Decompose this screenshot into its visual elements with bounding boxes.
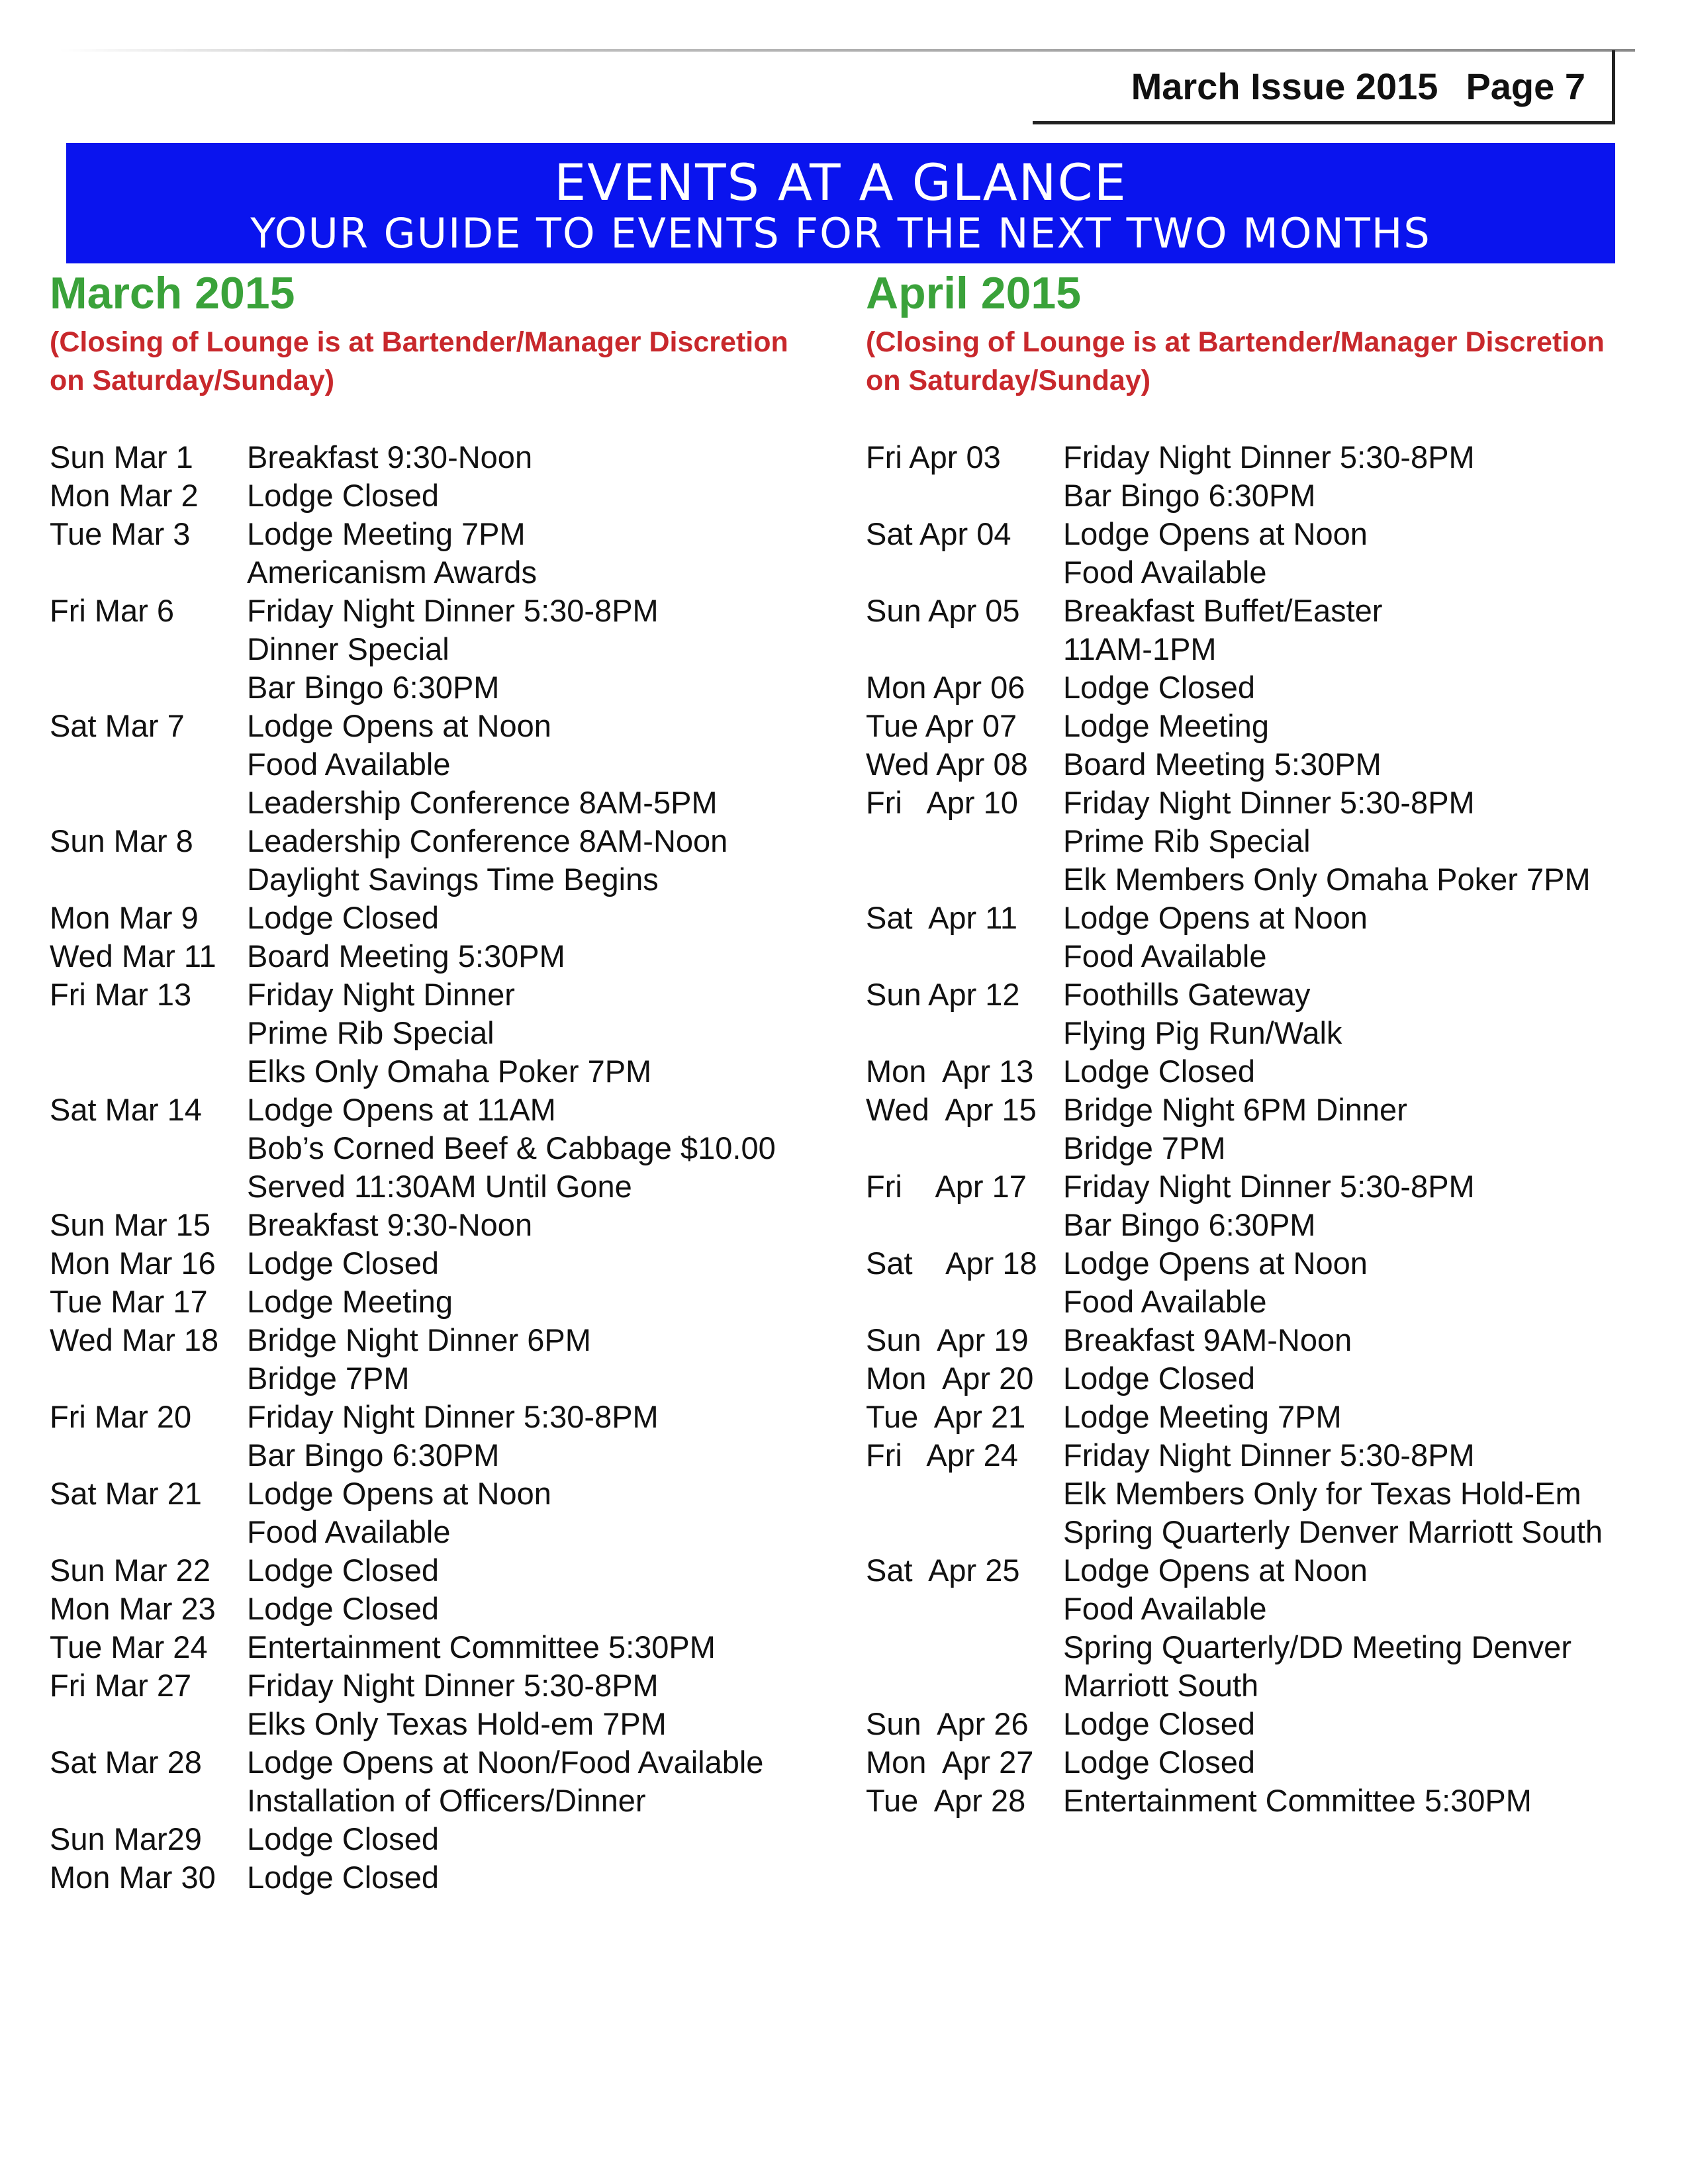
event-date <box>866 822 1063 860</box>
event-row <box>50 630 831 668</box>
event-description: Lodge Opens at Noon <box>1063 900 1368 935</box>
event-row <box>50 1206 831 1244</box>
event-description: Bridge Night 6PM Dinner <box>1063 1092 1407 1127</box>
event-date: Sun Mar 15 <box>50 1207 211 1242</box>
event-description: Friday Night Dinner 5:30-8PM <box>247 1668 659 1703</box>
event-description: Flying Pig Run/Walk <box>1063 1015 1342 1050</box>
event-description: Lodge Opens at Noon <box>247 1476 551 1511</box>
event-description: Lodge Closed <box>1063 1706 1256 1741</box>
event-description: Lodge Opens at Noon <box>1063 516 1368 551</box>
issue-header <box>1131 65 1585 108</box>
event-date <box>50 1014 247 1052</box>
event-row <box>50 1167 831 1206</box>
event-date: Tue Mar 24 <box>50 1629 208 1664</box>
event-date <box>50 1705 247 1743</box>
event-row <box>50 1283 831 1321</box>
event-row <box>866 477 1640 515</box>
event-description: Food Available <box>1063 938 1267 974</box>
lounge-closing-note-march: (Closing of Lounge is at Bartender/Manager Discretion on Saturday/Sunday) <box>50 326 788 396</box>
events-banner <box>66 143 1615 263</box>
event-description: Marriott South <box>1063 1668 1259 1703</box>
event-description: Lodge Closed <box>1063 1745 1256 1780</box>
event-description: Lodge Closed <box>247 1246 440 1281</box>
event-description: Lodge Opens at 11AM <box>247 1092 556 1127</box>
issue-header-box <box>1033 50 1615 124</box>
event-row <box>866 1666 1640 1705</box>
event-row <box>50 592 831 630</box>
event-date: Tue Apr 28 <box>866 1783 1026 1818</box>
event-description: Lodge Opens at Noon <box>247 708 551 743</box>
event-description: Prime Rib Special <box>247 1015 494 1050</box>
event-description: Spring Quarterly/DD Meeting Denver <box>1063 1629 1571 1664</box>
event-description: Friday Night Dinner 5:30-8PM <box>1063 439 1475 475</box>
april-column <box>866 263 1640 1820</box>
event-row <box>866 1167 1640 1206</box>
event-description: Elk Members Only for Texas Hold-Em <box>1063 1476 1581 1511</box>
event-date: Mon Apr 06 <box>866 670 1025 705</box>
event-row <box>866 553 1640 592</box>
event-row <box>866 822 1640 860</box>
event-description: Board Meeting 5:30PM <box>1063 747 1382 782</box>
event-date: Wed Apr 08 <box>866 747 1028 782</box>
event-date: Sun Mar29 <box>50 1821 202 1856</box>
event-row <box>866 1321 1640 1359</box>
event-description: Food Available <box>1063 1284 1267 1319</box>
event-date <box>50 1782 247 1820</box>
event-description: Bridge 7PM <box>247 1361 410 1396</box>
event-date: Sat Apr 04 <box>866 516 1011 551</box>
event-row <box>866 937 1640 976</box>
event-description: Entertainment Committee 5:30PM <box>1063 1783 1532 1818</box>
event-description: Food Available <box>247 1514 451 1549</box>
event-row <box>50 1475 831 1513</box>
event-description: Americanism Awards <box>247 555 537 590</box>
event-date: Sat Mar 28 <box>50 1745 202 1780</box>
event-row <box>50 860 831 899</box>
event-date: Mon Mar 30 <box>50 1860 216 1895</box>
event-row <box>866 1628 1640 1666</box>
event-date: Mon Mar 16 <box>50 1246 216 1281</box>
event-row <box>50 822 831 860</box>
event-description: Bridge 7PM <box>1063 1130 1226 1165</box>
event-date: Wed Mar 18 <box>50 1322 219 1357</box>
event-date <box>866 1014 1063 1052</box>
event-row <box>866 515 1640 553</box>
event-description: Bar Bingo 6:30PM <box>1063 478 1316 513</box>
event-date: Fri Apr 17 <box>866 1169 1027 1204</box>
event-row <box>50 477 831 515</box>
event-description: Installation of Officers/Dinner <box>247 1783 646 1818</box>
event-date: Fri Mar 20 <box>50 1399 192 1434</box>
event-date: Sat Apr 11 <box>866 900 1018 935</box>
event-date: Tue Mar 3 <box>50 516 191 551</box>
event-description: Breakfast 9:30-Noon <box>247 439 533 475</box>
event-row <box>50 1705 831 1743</box>
event-row <box>866 1475 1640 1513</box>
event-row <box>866 1206 1640 1244</box>
event-description: Bar Bingo 6:30PM <box>1063 1207 1316 1242</box>
march-column <box>50 263 831 1897</box>
event-description: Lodge Opens at Noon <box>1063 1246 1368 1281</box>
event-description: Lodge Closed <box>1063 1361 1256 1396</box>
event-description: Foothills Gateway <box>1063 977 1311 1012</box>
event-date: Sun Apr 05 <box>866 593 1020 628</box>
event-description: Entertainment Committee 5:30PM <box>247 1629 716 1664</box>
event-row <box>866 745 1640 784</box>
event-description: Lodge Meeting 7PM <box>247 516 526 551</box>
event-date <box>866 477 1063 515</box>
event-date: Tue Mar 17 <box>50 1284 208 1319</box>
event-date: Fri Apr 10 <box>866 785 1018 820</box>
event-row <box>50 976 831 1014</box>
event-row <box>50 1666 831 1705</box>
event-date <box>50 784 247 822</box>
event-date: Tue Apr 21 <box>866 1399 1026 1434</box>
event-description: Daylight Savings Time Begins <box>247 862 659 897</box>
event-description: Elks Only Omaha Poker 7PM <box>247 1054 652 1089</box>
event-date: Mon Mar 2 <box>50 478 199 513</box>
event-row <box>866 1052 1640 1091</box>
event-row <box>50 1551 831 1590</box>
event-date: Sat Mar 14 <box>50 1092 202 1127</box>
event-description: Food Available <box>1063 1591 1267 1626</box>
event-date <box>50 1129 247 1167</box>
event-date <box>50 745 247 784</box>
event-description: Bar Bingo 6:30PM <box>247 670 500 705</box>
event-date <box>866 1475 1063 1513</box>
event-description: Food Available <box>1063 555 1267 590</box>
event-row <box>50 1858 831 1897</box>
event-date: Sat Mar 21 <box>50 1476 202 1511</box>
event-row <box>50 1820 831 1858</box>
event-description: Friday Night Dinner 5:30-8PM <box>1063 785 1475 820</box>
event-description: Leadership Conference 8AM-5PM <box>247 785 718 820</box>
event-row <box>866 1129 1640 1167</box>
event-date: Fri Mar 13 <box>50 977 192 1012</box>
event-description: Lodge Opens at Noon <box>1063 1553 1368 1588</box>
event-description: Dinner Special <box>247 631 449 666</box>
event-row <box>50 1014 831 1052</box>
event-row <box>866 668 1640 707</box>
event-row <box>866 1782 1640 1820</box>
event-date: Fri Mar 27 <box>50 1668 192 1703</box>
event-row <box>50 745 831 784</box>
event-row <box>50 1628 831 1666</box>
event-date <box>866 860 1063 899</box>
event-description: Elk Members Only Omaha Poker 7PM <box>1063 862 1591 897</box>
event-date <box>50 1513 247 1551</box>
event-row <box>50 1359 831 1398</box>
event-description: Lodge Opens at Noon/Food Available <box>247 1745 764 1780</box>
event-description: Lodge Closed <box>247 1860 440 1895</box>
event-description: Prime Rib Special <box>1063 823 1311 858</box>
event-row <box>866 1283 1640 1321</box>
event-row <box>866 1590 1640 1628</box>
event-row <box>866 1436 1640 1475</box>
event-row <box>50 1513 831 1551</box>
event-description: Breakfast 9:30-Noon <box>247 1207 533 1242</box>
event-row <box>866 899 1640 937</box>
event-description: Friday Night Dinner 5:30-8PM <box>247 593 659 628</box>
event-row <box>50 515 831 553</box>
event-date: Sun Apr 26 <box>866 1706 1029 1741</box>
issue-label: March Issue 2015 <box>1131 66 1438 107</box>
march-event-list <box>50 438 831 1897</box>
event-date: Sun Mar 8 <box>50 823 193 858</box>
event-description: 11AM-1PM <box>1063 631 1217 666</box>
event-row <box>50 1743 831 1782</box>
event-description: Lodge Closed <box>247 1591 440 1626</box>
event-date <box>866 1628 1063 1666</box>
event-date <box>866 1129 1063 1167</box>
event-description: Lodge Closed <box>247 1553 440 1588</box>
event-date <box>50 1052 247 1091</box>
event-date: Tue Apr 07 <box>866 708 1017 743</box>
event-description: Lodge Closed <box>1063 670 1256 705</box>
month-heading-march: March 2015 <box>50 268 295 318</box>
event-description: Served 11:30AM Until Gone <box>247 1169 632 1204</box>
event-row <box>50 899 831 937</box>
event-description: Leadership Conference 8AM-Noon <box>247 823 728 858</box>
event-date: Mon Apr 13 <box>866 1054 1034 1089</box>
event-date: Sat Apr 25 <box>866 1553 1020 1588</box>
event-date: Fri Mar 6 <box>50 593 174 628</box>
event-row <box>866 784 1640 822</box>
banner-subtitle: YOUR GUIDE TO EVENTS FOR THE NEXT TWO MONTHS <box>250 209 1431 257</box>
event-row <box>50 1091 831 1129</box>
banner-title: EVENTS AT A GLANCE <box>554 153 1127 212</box>
event-date: Sun Mar 1 <box>50 439 193 475</box>
event-row <box>50 784 831 822</box>
event-date <box>866 1513 1063 1551</box>
event-date <box>866 1666 1063 1705</box>
event-date <box>50 630 247 668</box>
event-row <box>50 1398 831 1436</box>
event-row <box>866 976 1640 1014</box>
event-description: Friday Night Dinner 5:30-8PM <box>247 1399 659 1434</box>
event-row <box>50 1244 831 1283</box>
event-row <box>866 1513 1640 1551</box>
event-description: Lodge Meeting 7PM <box>1063 1399 1342 1434</box>
event-date <box>50 860 247 899</box>
event-row <box>866 1705 1640 1743</box>
event-date <box>866 937 1063 976</box>
event-date: Wed Mar 11 <box>50 938 216 974</box>
event-date: Mon Apr 20 <box>866 1361 1034 1396</box>
event-date <box>50 1359 247 1398</box>
event-description: Food Available <box>247 747 451 782</box>
event-description: Bar Bingo 6:30PM <box>247 1437 500 1473</box>
event-row <box>50 1590 831 1628</box>
event-date <box>866 1206 1063 1244</box>
event-date: Sun Mar 22 <box>50 1553 211 1588</box>
event-row <box>50 1052 831 1091</box>
event-description: Lodge Closed <box>247 900 440 935</box>
event-date: Fri Apr 24 <box>866 1437 1018 1473</box>
lounge-closing-note-april: (Closing of Lounge is at Bartender/Manager Discretion on Saturday/Sunday) <box>866 326 1605 396</box>
event-row <box>866 1743 1640 1782</box>
event-date <box>866 1283 1063 1321</box>
event-description: Lodge Closed <box>247 1821 440 1856</box>
event-date: Fri Apr 03 <box>866 439 1001 475</box>
event-row <box>50 1129 831 1167</box>
event-date: Sun Apr 19 <box>866 1322 1029 1357</box>
event-date <box>866 1590 1063 1628</box>
event-row <box>50 668 831 707</box>
event-description: Friday Night Dinner 5:30-8PM <box>1063 1169 1475 1204</box>
event-description: Bridge Night Dinner 6PM <box>247 1322 591 1357</box>
event-row <box>866 1244 1640 1283</box>
event-date <box>866 630 1063 668</box>
event-description: Spring Quarterly Denver Marriott South <box>1063 1514 1603 1549</box>
event-date: Sun Apr 12 <box>866 977 1020 1012</box>
event-row <box>50 707 831 745</box>
event-description: Breakfast Buffet/Easter <box>1063 593 1383 628</box>
event-row <box>866 1398 1640 1436</box>
event-row <box>866 1359 1640 1398</box>
event-date: Wed Apr 15 <box>866 1092 1037 1127</box>
month-heading-april: April 2015 <box>866 268 1082 318</box>
event-row <box>866 707 1640 745</box>
event-date: Sat Mar 7 <box>50 708 185 743</box>
event-row <box>866 1551 1640 1590</box>
event-description: Lodge Closed <box>247 478 440 513</box>
april-event-list <box>866 438 1640 1820</box>
event-date: Mon Mar 9 <box>50 900 199 935</box>
event-date <box>866 553 1063 592</box>
event-description: Elks Only Texas Hold-em 7PM <box>247 1706 667 1741</box>
event-description: Lodge Closed <box>1063 1054 1256 1089</box>
event-row <box>50 553 831 592</box>
event-description: Lodge Meeting <box>1063 708 1269 743</box>
event-date <box>50 668 247 707</box>
event-date <box>50 1167 247 1206</box>
event-description: Breakfast 9AM-Noon <box>1063 1322 1352 1357</box>
event-row <box>50 937 831 976</box>
event-description: Friday Night Dinner 5:30-8PM <box>1063 1437 1475 1473</box>
event-date: Sat Apr 18 <box>866 1246 1037 1281</box>
event-row <box>866 438 1640 477</box>
event-date: Mon Mar 23 <box>50 1591 216 1626</box>
event-description: Lodge Meeting <box>247 1284 453 1319</box>
event-row <box>50 1321 831 1359</box>
event-row <box>50 1436 831 1475</box>
event-description: Bob’s Corned Beef & Cabbage $10.00 <box>247 1130 776 1165</box>
event-row <box>866 592 1640 630</box>
page-number: Page 7 <box>1466 66 1585 107</box>
event-date <box>50 1436 247 1475</box>
event-row <box>866 1091 1640 1129</box>
event-description: Friday Night Dinner <box>247 977 515 1012</box>
event-date: Mon Apr 27 <box>866 1745 1034 1780</box>
event-row <box>50 438 831 477</box>
event-row <box>866 1014 1640 1052</box>
event-row <box>866 630 1640 668</box>
event-description: Board Meeting 5:30PM <box>247 938 565 974</box>
event-row <box>866 860 1640 899</box>
event-row <box>50 1782 831 1820</box>
event-date <box>50 553 247 592</box>
